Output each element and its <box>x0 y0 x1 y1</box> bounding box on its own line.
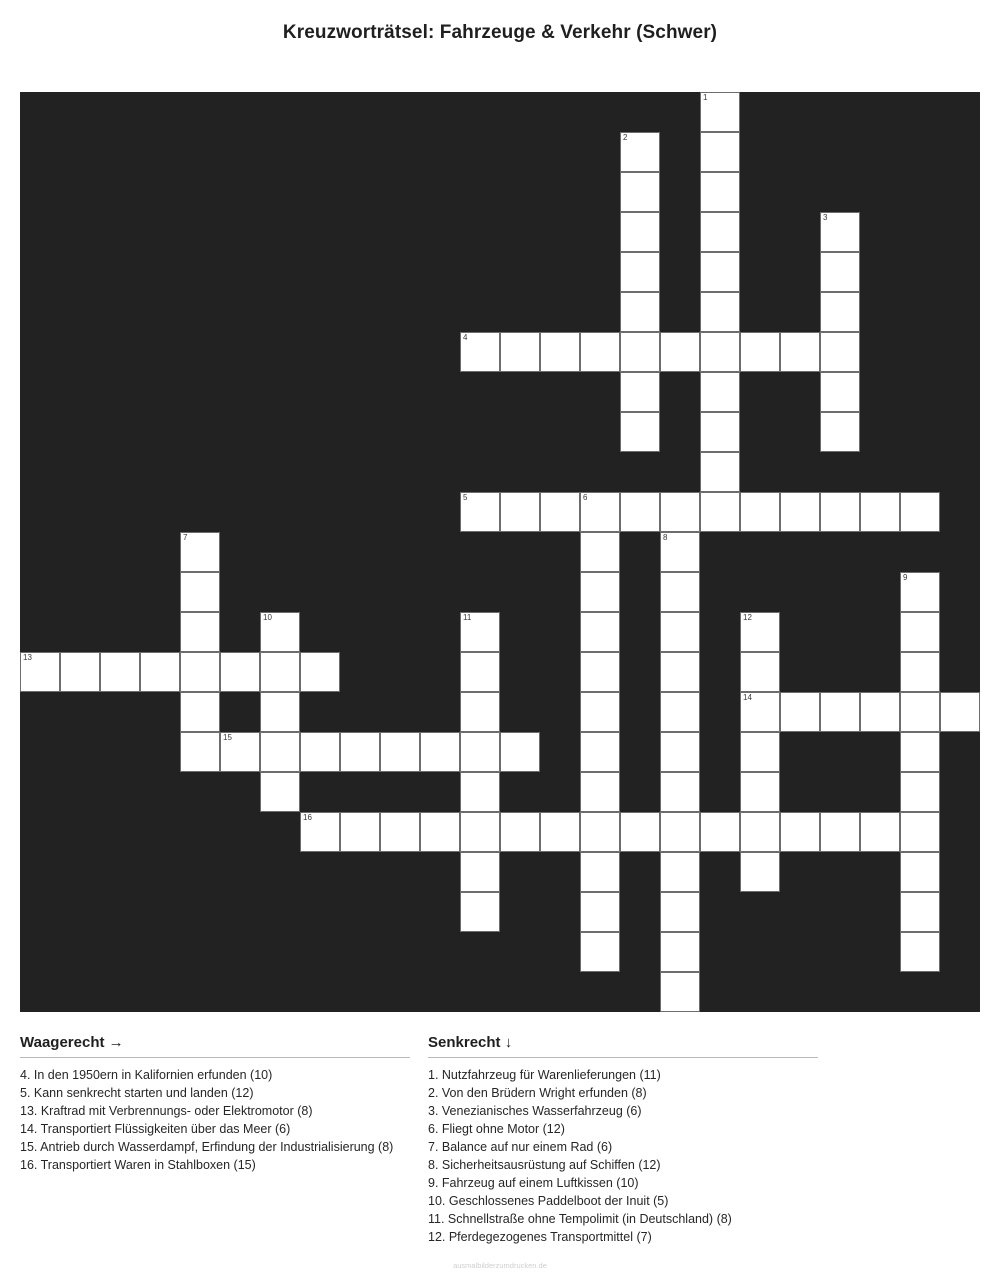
clue-item: 6. Fliegt ohne Motor (12) <box>428 1122 565 1136</box>
crossword-cell[interactable] <box>700 412 740 452</box>
cell-number: 16 <box>303 813 312 822</box>
crossword-cell[interactable] <box>580 492 620 532</box>
crossword-cell[interactable] <box>900 692 940 732</box>
crossword-cell[interactable] <box>740 692 780 732</box>
crossword-cell[interactable] <box>900 732 940 772</box>
clue-item: 1. Nutzfahrzeug für Warenlieferungen (11) <box>428 1068 661 1082</box>
crossword-cell[interactable] <box>580 892 620 932</box>
crossword-cell[interactable] <box>460 612 500 652</box>
crossword-cell[interactable] <box>260 772 300 812</box>
cell-number: 7 <box>183 533 188 542</box>
crossword-cell[interactable] <box>900 612 940 652</box>
cell-number: 3 <box>823 213 828 222</box>
clues-down <box>428 1034 818 1246</box>
crossword-cell[interactable] <box>500 812 540 852</box>
crossword-cell[interactable] <box>660 612 700 652</box>
crossword-cell[interactable] <box>660 932 700 972</box>
crossword-cell[interactable] <box>900 852 940 892</box>
crossword-grid <box>20 92 980 1012</box>
crossword-cell[interactable] <box>660 652 700 692</box>
cell-number: 2 <box>623 133 628 142</box>
crossword-cell[interactable] <box>460 772 500 812</box>
clue-item: 3. Venezianisches Wasserfahrzeug (6) <box>428 1104 642 1118</box>
crossword-cell[interactable] <box>620 372 660 412</box>
crossword-cell[interactable] <box>260 612 300 652</box>
crossword-cell[interactable] <box>620 292 660 332</box>
crossword-cell[interactable] <box>300 812 340 852</box>
clues-across <box>20 1034 410 1174</box>
cell-number: 5 <box>463 493 468 502</box>
crossword-cell[interactable] <box>460 892 500 932</box>
crossword-cell[interactable] <box>740 612 780 652</box>
cell-number: 12 <box>743 613 752 622</box>
crossword-cell[interactable] <box>660 492 700 532</box>
crossword-cell[interactable] <box>620 252 660 292</box>
crossword-cell[interactable] <box>180 732 220 772</box>
clue-item: 5. Kann senkrecht starten und landen (12) <box>20 1086 254 1100</box>
site-watermark: ausmalbilderzumdrucken.de <box>453 1261 547 1270</box>
crossword-cell[interactable] <box>460 692 500 732</box>
crossword-cell[interactable] <box>820 412 860 452</box>
crossword-cell[interactable] <box>780 812 820 852</box>
crossword-cell[interactable] <box>180 532 220 572</box>
clue-item: 4. In den 1950ern in Kalifornien erfunden (10) <box>20 1068 273 1082</box>
crossword-cell[interactable] <box>180 572 220 612</box>
crossword-cell[interactable] <box>380 812 420 852</box>
crossword-cell[interactable] <box>500 332 540 372</box>
crossword-cell[interactable] <box>300 732 340 772</box>
cell-number: 13 <box>23 653 32 662</box>
crossword-cell[interactable] <box>340 812 380 852</box>
crossword-cell[interactable] <box>740 772 780 812</box>
crossword-cell[interactable] <box>500 492 540 532</box>
crossword-cell[interactable] <box>740 332 780 372</box>
crossword-cell[interactable] <box>340 732 380 772</box>
crossword-cell[interactable] <box>580 572 620 612</box>
page-title: Kreuzworträtsel: Fahrzeuge & Verkehr (Schwer) <box>282 22 718 43</box>
cell-number: 4 <box>463 333 468 342</box>
crossword-cell[interactable] <box>460 732 500 772</box>
crossword-cell[interactable] <box>220 732 260 772</box>
crossword-cell[interactable] <box>20 652 60 692</box>
crossword-cell[interactable] <box>700 212 740 252</box>
crossword-cell[interactable] <box>660 332 700 372</box>
crossword-cell[interactable] <box>660 732 700 772</box>
crossword-cell[interactable] <box>700 492 740 532</box>
crossword-cell[interactable] <box>580 772 620 812</box>
crossword-cell[interactable] <box>820 212 860 252</box>
crossword-cell[interactable] <box>540 812 580 852</box>
crossword-cell[interactable] <box>620 212 660 252</box>
crossword-cell[interactable] <box>700 132 740 172</box>
crossword-cell[interactable] <box>260 732 300 772</box>
crossword-cell[interactable] <box>700 452 740 492</box>
clue-item: 10. Geschlossenes Paddelboot der Inuit (5) <box>428 1194 669 1208</box>
crossword-cell[interactable] <box>900 812 940 852</box>
crossword-cell[interactable] <box>740 812 780 852</box>
crossword-cell[interactable] <box>540 492 580 532</box>
cell-number: 8 <box>663 533 668 542</box>
crossword-cell[interactable] <box>180 612 220 652</box>
cell-number: 10 <box>263 613 272 622</box>
crossword-cell[interactable] <box>740 732 780 772</box>
crossword-cell[interactable] <box>580 652 620 692</box>
crossword-cell[interactable] <box>660 972 700 1012</box>
crossword-cell[interactable] <box>820 292 860 332</box>
cell-number: 14 <box>743 693 752 702</box>
crossword-cell[interactable] <box>380 732 420 772</box>
crossword-cell[interactable] <box>620 412 660 452</box>
crossword-cell[interactable] <box>620 132 660 172</box>
crossword-cell[interactable] <box>660 692 700 732</box>
crossword-cell[interactable] <box>860 492 900 532</box>
crossword-cell[interactable] <box>460 332 500 372</box>
crossword-cell[interactable] <box>700 372 740 412</box>
crossword-cell[interactable] <box>780 692 820 732</box>
crossword-cell[interactable] <box>780 332 820 372</box>
clue-item: 9. Fahrzeug auf einem Luftkissen (10) <box>428 1176 639 1190</box>
clues-across-heading: Waagerecht → <box>20 1034 410 1058</box>
crossword-cell[interactable] <box>860 692 900 732</box>
crossword-cell[interactable] <box>660 892 700 932</box>
crossword-cell[interactable] <box>740 492 780 532</box>
crossword-cell[interactable] <box>580 612 620 652</box>
crossword-cell[interactable] <box>260 692 300 732</box>
crossword-cell[interactable] <box>900 572 940 612</box>
crossword-cell[interactable] <box>580 332 620 372</box>
crossword-cell[interactable] <box>780 492 820 532</box>
clue-item: 2. Von den Brüdern Wright erfunden (8) <box>428 1086 647 1100</box>
crossword-cell[interactable] <box>820 372 860 412</box>
clue-item: 14. Transportiert Flüssigkeiten über das Meer (6) <box>20 1122 291 1136</box>
clue-item: 8. Sicherheitsausrüstung auf Schiffen (12) <box>428 1158 661 1172</box>
crossword-cell[interactable] <box>900 932 940 972</box>
crossword-cell[interactable] <box>140 652 180 692</box>
crossword-cell[interactable] <box>660 812 700 852</box>
crossword-cell[interactable] <box>700 92 740 132</box>
crossword-cell[interactable] <box>580 812 620 852</box>
crossword-cell[interactable] <box>580 732 620 772</box>
crossword-cell[interactable] <box>900 652 940 692</box>
crossword-cell[interactable] <box>900 772 940 812</box>
crossword-cell[interactable] <box>660 772 700 812</box>
crossword-cell[interactable] <box>900 492 940 532</box>
crossword-cell[interactable] <box>300 652 340 692</box>
crossword-cell[interactable] <box>420 812 460 852</box>
crossword-cell[interactable] <box>620 332 660 372</box>
crossword-cell[interactable] <box>620 172 660 212</box>
cell-number: 1 <box>703 93 708 102</box>
crossword-cell[interactable] <box>820 692 860 732</box>
crossword-cell[interactable] <box>820 332 860 372</box>
crossword-cell[interactable] <box>180 652 220 692</box>
crossword-cell[interactable] <box>740 652 780 692</box>
crossword-cell[interactable] <box>580 692 620 732</box>
crossword-cell[interactable] <box>700 252 740 292</box>
crossword-cell[interactable] <box>620 812 660 852</box>
crossword-cell[interactable] <box>820 492 860 532</box>
crossword-cell[interactable] <box>420 732 460 772</box>
crossword-cell[interactable] <box>580 852 620 892</box>
crossword-cell[interactable] <box>820 812 860 852</box>
crossword-cell[interactable] <box>460 652 500 692</box>
crossword-cell[interactable] <box>900 892 940 932</box>
crossword-cell[interactable] <box>740 852 780 892</box>
crossword-cell[interactable] <box>940 692 980 732</box>
clue-item: 13. Kraftrad mit Verbrennungs- oder Elektromotor (8) <box>20 1104 313 1118</box>
clue-item: 7. Balance auf nur einem Rad (6) <box>428 1140 613 1154</box>
crossword-cell[interactable] <box>60 652 100 692</box>
crossword-cell[interactable] <box>700 812 740 852</box>
crossword-cell[interactable] <box>620 492 660 532</box>
clue-item: 12. Pferdegezogenes Transportmittel (7) <box>428 1230 652 1244</box>
crossword-cell[interactable] <box>660 852 700 892</box>
clue-item: 16. Transportiert Waren in Stahlboxen (15) <box>20 1158 256 1172</box>
crossword-cell[interactable] <box>700 292 740 332</box>
cell-number: 11 <box>463 613 472 622</box>
crossword-cell[interactable] <box>180 692 220 732</box>
crossword-cell[interactable] <box>700 332 740 372</box>
crossword-cell[interactable] <box>580 532 620 572</box>
crossword-cell[interactable] <box>580 932 620 972</box>
cell-number: 6 <box>583 493 588 502</box>
crossword-cell[interactable] <box>460 492 500 532</box>
crossword-cell[interactable] <box>660 572 700 612</box>
crossword-cell[interactable] <box>540 332 580 372</box>
cell-number: 9 <box>903 573 908 582</box>
crossword-cell[interactable] <box>100 652 140 692</box>
clue-item: 15. Antrieb durch Wasserdampf, Erfindung der Industrialisierung (8) <box>20 1140 394 1154</box>
crossword-cell[interactable] <box>660 532 700 572</box>
crossword-cell[interactable] <box>460 852 500 892</box>
crossword-cell[interactable] <box>500 732 540 772</box>
cell-number: 15 <box>223 733 232 742</box>
crossword-cell[interactable] <box>260 652 300 692</box>
crossword-cell[interactable] <box>820 252 860 292</box>
clue-item: 11. Schnellstraße ohne Tempolimit (in Deutschland) (8) <box>428 1212 732 1226</box>
clues-down-heading: Senkrecht ↓ <box>428 1034 818 1058</box>
crossword-cell[interactable] <box>700 172 740 212</box>
crossword-cell[interactable] <box>860 812 900 852</box>
crossword-cell[interactable] <box>460 812 500 852</box>
crossword-cell[interactable] <box>220 652 260 692</box>
